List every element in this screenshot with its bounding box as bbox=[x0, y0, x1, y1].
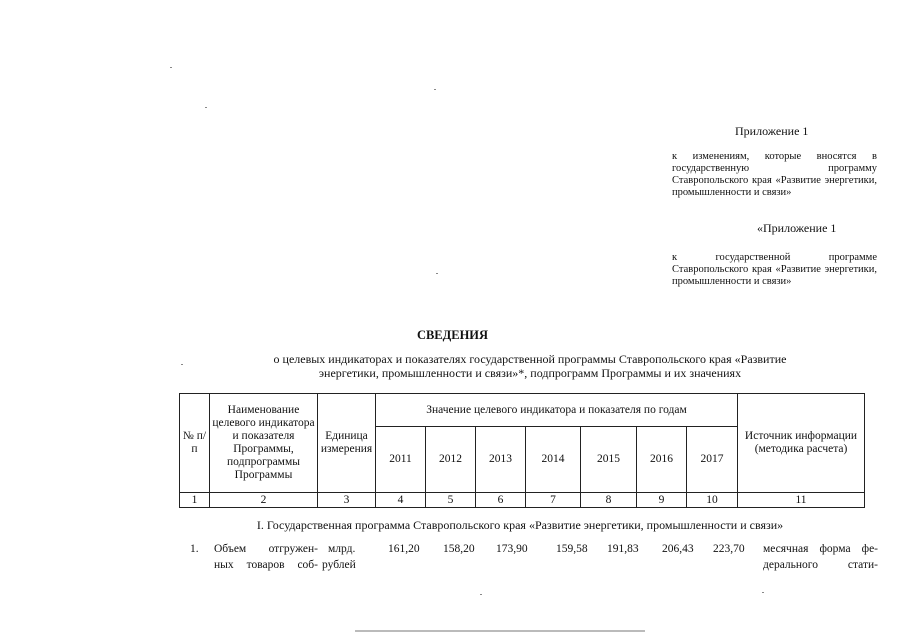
document-heading: СВЕДЕНИЯ bbox=[416, 328, 489, 342]
column-number: 4 bbox=[376, 493, 426, 508]
column-number: 5 bbox=[426, 493, 476, 508]
appendix-text: к изменениям, которые вносятся в государственную программу Ставропольского края «Развитие энергетики, промышленности и связи» bbox=[672, 151, 877, 198]
column-number: 6 bbox=[476, 493, 526, 508]
column-number: 7 bbox=[526, 493, 581, 508]
appendix2-title: «Приложение 1 bbox=[757, 221, 837, 235]
column-number: 10 bbox=[687, 493, 738, 508]
header-year: 2017 bbox=[687, 427, 738, 493]
header-name: Наименование целевого индикатора и показателя Программы, подпрограммы Программы bbox=[210, 394, 318, 493]
row-source-line: дерального стати- bbox=[763, 559, 878, 571]
appendix-title: Приложение 1 bbox=[735, 124, 809, 138]
column-number: 2 bbox=[210, 493, 318, 508]
scan-speck bbox=[762, 592, 764, 593]
column-number: 1 bbox=[180, 493, 210, 508]
column-number: 11 bbox=[738, 493, 865, 508]
row-value-2016: 206,43 bbox=[662, 543, 694, 555]
column-number: 9 bbox=[637, 493, 687, 508]
header-year: 2014 bbox=[526, 427, 581, 493]
header-year: 2015 bbox=[581, 427, 637, 493]
row-num: 1. bbox=[190, 543, 199, 555]
header-year: 2011 bbox=[376, 427, 426, 493]
row-name-line: ных товаров соб- bbox=[214, 559, 318, 571]
scan-speck bbox=[434, 89, 436, 90]
row-unit bbox=[322, 541, 376, 573]
header-num: № п/п bbox=[180, 394, 210, 493]
row-name bbox=[214, 541, 318, 573]
document-subheading: о целевых индикаторах и показателях государственной программы Ставропольского края «Развитие энергетики, промышленности и связи»*, подпрограмм Программы и их значениях bbox=[273, 352, 787, 380]
scan-speck bbox=[480, 594, 482, 595]
scan-speck bbox=[181, 364, 183, 365]
scan-speck bbox=[205, 107, 207, 108]
row-unit-line: млрд. bbox=[328, 543, 356, 555]
row-name-line: Объем отгружен- bbox=[214, 543, 318, 555]
header-source: Источник информации (методика расчета) bbox=[738, 394, 865, 493]
header-year: 2013 bbox=[476, 427, 526, 493]
row-value-2017: 223,70 bbox=[713, 543, 745, 555]
row-value-2011: 161,20 bbox=[388, 543, 420, 555]
scan-speck bbox=[436, 273, 438, 274]
header-year: 2016 bbox=[637, 427, 687, 493]
column-number: 3 bbox=[318, 493, 376, 508]
row-value-2013: 173,90 bbox=[496, 543, 528, 555]
header-unit: Единица измерения bbox=[318, 394, 376, 493]
header-value-group: Значение целевого индикатора и показателя по годам bbox=[376, 394, 738, 427]
row-value-2012: 158,20 bbox=[443, 543, 475, 555]
column-number: 8 bbox=[581, 493, 637, 508]
scan-speck bbox=[170, 67, 172, 68]
row-unit-line: рублей bbox=[322, 559, 356, 571]
header-year: 2012 bbox=[426, 427, 476, 493]
row-source bbox=[763, 541, 878, 573]
row-source-line: месячная форма фе- bbox=[763, 543, 878, 555]
row-value-2015: 191,83 bbox=[607, 543, 639, 555]
indicators-table bbox=[179, 393, 865, 508]
section-title: I. Государственная программа Ставропольского края «Развитие энергетики, промышленности и связи» bbox=[256, 518, 784, 532]
appendix2-text: к государственной программе Ставропольского края «Развитие энергетики, промышленности и связи» bbox=[672, 252, 877, 287]
row-value-2014: 159,58 bbox=[556, 543, 588, 555]
scan-bottom-artifact bbox=[355, 630, 645, 632]
